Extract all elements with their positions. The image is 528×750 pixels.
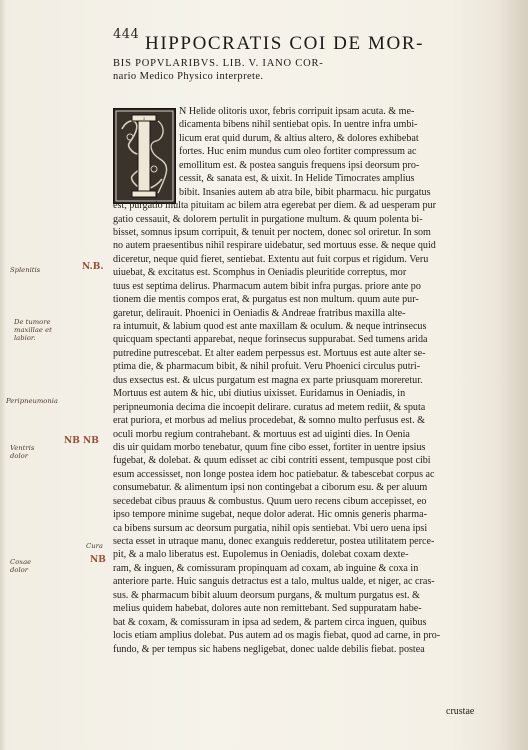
- text-line: anteriore parte. Huic sanguis detractus est a talo, multus ualde, et niger, ac cras-: [113, 576, 435, 588]
- text-line: dis uir quidam morbo tenebatur, quum fine cibo esset, fortiter in uentre ipsius: [113, 441, 426, 453]
- text-line: tionem die mentis compos erat, & purgatus est non multum. quum aute pur-: [113, 294, 419, 306]
- margin-note-cura: Cura: [86, 542, 103, 550]
- text-line: oculi morbu regium contrahebant. & mortuus est ad uiginti dies. In Oenia: [113, 428, 410, 440]
- text-line: bisset, somnus ipsum corripuit, & tenuit per noctem, donec sol oriretur. In som: [113, 226, 431, 238]
- text-line: garetur, delirauit. Phoenici in Oeniadis & Andreae fratribus maxilla alte-: [113, 307, 406, 319]
- running-head-line-2: BIS POPVLARIBVS. LIB. V. IANO COR-: [113, 58, 324, 69]
- margin-note-tumore-maxillae: De tumore maxillae et labior.: [14, 318, 52, 342]
- text-line: no autem praesentibus nihil respirare uidebatur, sed mortuus esse. & neque quid: [113, 240, 436, 252]
- text-line: tuus est septima delirus. Pharmacum autem bibit infra purgas. priore ante po: [113, 280, 421, 292]
- text-line: fortes. Huc enim mundus cum oleo fortiter compressum ac: [179, 146, 417, 158]
- text-line: consumebatur. & alimentum ipsi non contingebat a ciborum esu. & per aluum: [113, 482, 428, 494]
- text-line: melius quidem habebat, dolores aute non remittebant. Sed suppuratam habe-: [113, 603, 422, 615]
- text-line: pit, & a malo liberatus est. Eupolemus in Oeniadis, dolebat coxam dexte-: [113, 549, 409, 561]
- margin-marker-nb-2: NB: [90, 555, 106, 565]
- text-line: peripneumonia decima die incoepit delirare. curatus ad metem rediit, & sputa: [113, 401, 426, 413]
- text-line: uiuebat, & excitatus est. Scomphus in Oeniadis pleuritide correptus, mor: [113, 267, 407, 279]
- margin-marker-nb: N.B.: [82, 262, 104, 272]
- body-text: [113, 105, 477, 656]
- text-line: ipso tempore minime sugebat, neque dolor aderat. Hic omnis generis pharma-: [113, 509, 427, 521]
- text-line: fundo, & per tempus sic habens negligebat, donec ualde debilis fiebat. postea: [113, 643, 425, 655]
- margin-note-coxae-dolor: Coxae dolor: [10, 558, 32, 574]
- text-line: cessit, & sanata est, & uixit. In Helide Timocrates amplius: [179, 173, 415, 185]
- margin-note-peripneumonia: Peripneumonia: [6, 397, 58, 405]
- margin-note-ventris-dolor: Ventris dolor: [10, 444, 35, 460]
- text-line: emollitum est. & postea sanguis frequens ipsi deorsum pro-: [179, 159, 420, 171]
- text-line: sus. & pharmacum bibit aluum deorsum purgans, & multum purgatus est. &: [113, 589, 420, 601]
- text-line: erat puriora, et morbus ad melius procedebat, & somno multo perfusus est. &: [113, 415, 425, 427]
- text-line: secta esset in utraque manu, donec exanguis redderetur, postea utilitatem perce-: [113, 536, 435, 547]
- text-line: ca bibens sursum ac deorsum purgatia, nihil opis sentiebat. Vbi uero uena ipsi: [113, 522, 428, 534]
- text-line: est, purgatio multa pituitam ac bilem atra egerebat per diem. & ad uesperam pur: [113, 200, 436, 212]
- text-line: dicamenta bibens nihil sentiebat opis. In uentre infra umbi-: [179, 119, 418, 131]
- binding-shadow: [498, 0, 528, 750]
- text-line: fugebat, & dolebat. & quum edisset ac cibi contriti essent, tempusque post cibi: [113, 455, 431, 467]
- running-head: [113, 33, 473, 82]
- paper-edge-shadow: [0, 0, 6, 750]
- text-line: putredine putrescebat. Et alter eadem perpessus est. Mortuus est aute alter se-: [113, 347, 426, 359]
- text-line: N Helide olitoris uxor, febris corripuit ipsam acuta. & me-: [179, 106, 415, 117]
- page-number: 444: [113, 27, 140, 42]
- text-line: ra intumuit, & labium quod est ante maxillam & oculum. & neque intrinsecus: [113, 321, 427, 332]
- text-line: gatio cessauit, & dolorem pertulit in purgatione multum. & quum polenta bi-: [113, 213, 423, 225]
- running-head-line-1: HIPPOCRATIS COI DE MOR-: [145, 33, 425, 54]
- catchword: crustae: [446, 706, 475, 717]
- text-line: bibit. Insanies autem ab atra bile, bibit pharmacu. hic purgatus: [179, 186, 431, 198]
- text-line: quicquam spectanti apparebat, neque forinsecus suppurabat. Sed tumens arida: [113, 334, 428, 346]
- margin-marker-nb-nb: NB NB: [64, 436, 99, 446]
- text-line: dus exsectus est. & ulcus purgatum est magna ex parte priusquam moreretur.: [113, 374, 423, 386]
- text-line: bat & coxam, & comissuram in ipsa ad sedem, & partem circa inguen, quibus: [113, 616, 427, 628]
- margin-note-splenitis: Splenitis: [10, 266, 41, 274]
- text-line: ram, & inguen, & comissuram propinquam ad coxam, ab inguine & coxa in: [113, 562, 419, 574]
- text-line: esum accessisset, non longe postea idem hoc patiebatur. & tabescebat corpus ac: [113, 468, 435, 480]
- text-line: diceretur, neque quid fieret, sentiebat. Extentu aut fuit corpus et rigidum. Veru: [113, 253, 429, 265]
- text-line: ptima die, & pharmacum bibit, & nihil profuit. Veru Phoenici circulus putri-: [113, 361, 421, 373]
- text-line: locis etiam amplius dolebat. Pus autem ad os magis fiebat, quod ad carne, in pro-: [113, 630, 441, 642]
- running-head-line-3: nario Medico Physico interprete.: [113, 71, 264, 82]
- text-line: licum erat quid durum, & altius altero, & dolores exhibebat: [179, 132, 419, 144]
- text-line: secedebat cibus prauus & combustus. Quum uero recens cibum accepisset, eo: [113, 495, 427, 507]
- text-line: Mortuus est autem & hic, ubi diutius uixisset. Euridamus in Oeniadis, in: [113, 388, 406, 400]
- drop-cap-letter: I: [143, 116, 145, 121]
